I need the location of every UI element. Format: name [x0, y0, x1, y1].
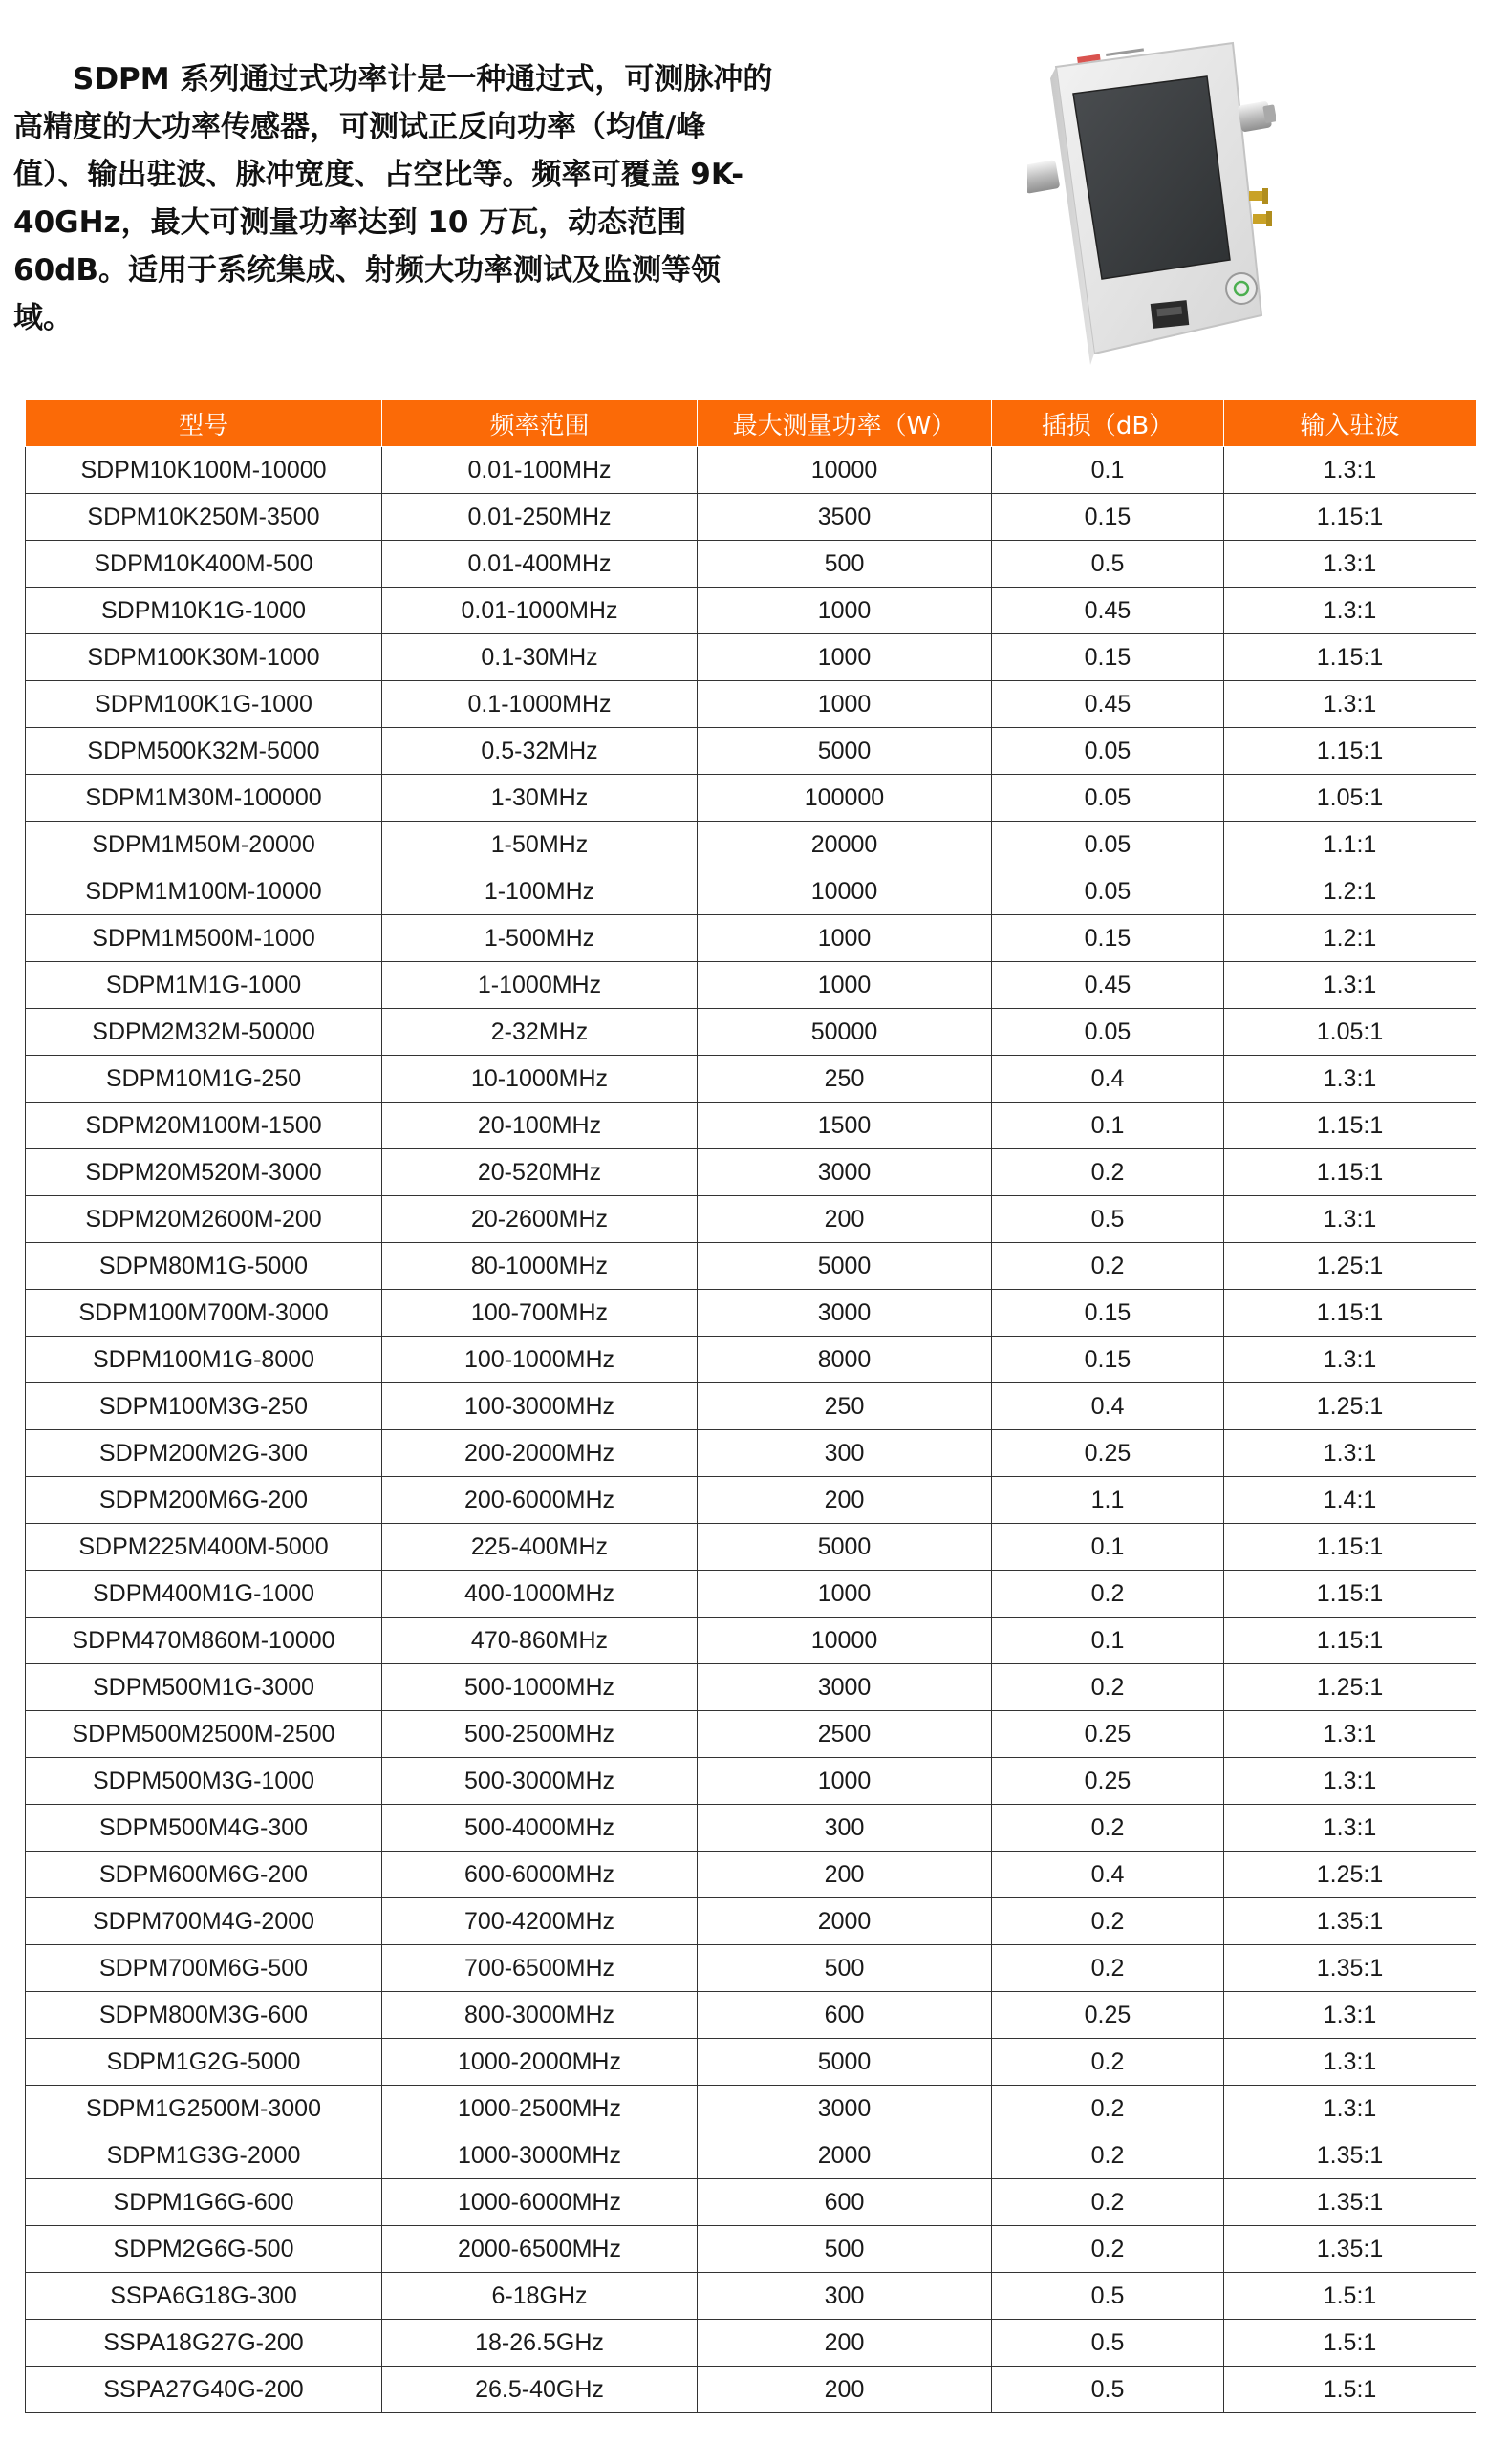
cell-insertion-loss: 0.05 — [992, 1009, 1224, 1056]
cell-input-vswr: 1.1:1 — [1224, 822, 1476, 868]
cell-frequency-range: 200-2000MHz — [382, 1430, 698, 1477]
cell-frequency-range: 10-1000MHz — [382, 1056, 698, 1103]
table-row — [26, 2039, 1476, 2086]
cell-model: SDPM1G2500M-3000 — [26, 2086, 382, 2132]
cell-input-vswr: 1.3:1 — [1224, 541, 1476, 588]
cell-insertion-loss: 0.2 — [992, 2179, 1224, 2226]
cell-frequency-range: 26.5-40GHz — [382, 2367, 698, 2413]
table-row — [26, 1898, 1476, 1945]
cell-max-power: 1000 — [698, 634, 992, 681]
table-row — [26, 1992, 1476, 2039]
cell-input-vswr: 1.35:1 — [1224, 2179, 1476, 2226]
cell-insertion-loss: 0.1 — [992, 447, 1224, 494]
cell-input-vswr: 1.15:1 — [1224, 1290, 1476, 1337]
cell-insertion-loss: 0.15 — [992, 494, 1224, 541]
device-screen — [1073, 76, 1230, 279]
cell-frequency-range: 0.01-1000MHz — [382, 588, 698, 634]
cell-max-power: 1000 — [698, 1758, 992, 1805]
table-row — [26, 1945, 1476, 1992]
cell-insertion-loss: 0.05 — [992, 775, 1224, 822]
cell-model: SDPM800M3G-600 — [26, 1992, 382, 2039]
cell-max-power: 10000 — [698, 1618, 992, 1664]
cell-max-power: 200 — [698, 1477, 992, 1524]
cell-insertion-loss: 0.05 — [992, 868, 1224, 915]
cell-model: SDPM10M1G-250 — [26, 1056, 382, 1103]
cell-insertion-loss: 0.25 — [992, 1430, 1224, 1477]
cell-insertion-loss: 0.15 — [992, 915, 1224, 962]
cell-input-vswr: 1.5:1 — [1224, 2367, 1476, 2413]
cell-insertion-loss: 0.2 — [992, 2086, 1224, 2132]
table-row — [26, 2179, 1476, 2226]
cell-insertion-loss: 0.4 — [992, 1383, 1224, 1430]
cell-max-power: 300 — [698, 1805, 992, 1852]
cell-insertion-loss: 0.2 — [992, 1664, 1224, 1711]
cell-frequency-range: 500-4000MHz — [382, 1805, 698, 1852]
cell-frequency-range: 400-1000MHz — [382, 1571, 698, 1618]
cell-model: SDPM1G3G-2000 — [26, 2132, 382, 2179]
cell-insertion-loss: 0.2 — [992, 2132, 1224, 2179]
header-model: 型号 — [26, 400, 382, 447]
table-row — [26, 1337, 1476, 1383]
cell-insertion-loss: 0.5 — [992, 1196, 1224, 1243]
cell-model: SDPM20M2600M-200 — [26, 1196, 382, 1243]
cell-input-vswr: 1.15:1 — [1224, 728, 1476, 775]
table-row — [26, 1243, 1476, 1290]
cell-input-vswr: 1.25:1 — [1224, 1383, 1476, 1430]
cell-insertion-loss: 0.25 — [992, 1758, 1224, 1805]
cell-max-power: 3500 — [698, 494, 992, 541]
cell-frequency-range: 0.1-1000MHz — [382, 681, 698, 728]
cell-max-power: 5000 — [698, 728, 992, 775]
cell-max-power: 3000 — [698, 1664, 992, 1711]
cell-model: SDPM100K1G-1000 — [26, 681, 382, 728]
cell-model: SDPM100M1G-8000 — [26, 1337, 382, 1383]
cell-insertion-loss: 0.2 — [992, 1805, 1224, 1852]
table-row — [26, 494, 1476, 541]
cell-max-power: 1000 — [698, 681, 992, 728]
cell-max-power: 500 — [698, 2226, 992, 2273]
cell-frequency-range: 1000-2000MHz — [382, 2039, 698, 2086]
cell-input-vswr: 1.3:1 — [1224, 1758, 1476, 1805]
power-meter-device-icon — [1027, 38, 1276, 373]
cell-insertion-loss: 0.5 — [992, 541, 1224, 588]
cell-input-vswr: 1.35:1 — [1224, 2132, 1476, 2179]
cell-model: SDPM500M4G-300 — [26, 1805, 382, 1852]
cell-frequency-range: 80-1000MHz — [382, 1243, 698, 1290]
cell-insertion-loss: 0.15 — [992, 1337, 1224, 1383]
cell-frequency-range: 18-26.5GHz — [382, 2320, 698, 2367]
cell-input-vswr: 1.25:1 — [1224, 1664, 1476, 1711]
cell-insertion-loss: 0.05 — [992, 822, 1224, 868]
cell-max-power: 100000 — [698, 775, 992, 822]
cell-insertion-loss: 0.25 — [992, 1711, 1224, 1758]
cell-insertion-loss: 0.45 — [992, 681, 1224, 728]
intro-text: SDPM 系列通过式功率计是一种通过式，可测脉冲的高精度的大功率传感器，可测试正反向功率（均值/峰值）、输出驻波、脉冲宽度、占空比等。频率可覆盖 9K-40GHz，最大可测量功率达到 10 万瓦，动态范围 60dB。适用于系统集成、射频大功率测试及监测等领域。 — [13, 62, 773, 335]
cell-model: SDPM500M2500M-2500 — [26, 1711, 382, 1758]
sma-connector-icon — [1249, 188, 1272, 226]
cell-max-power: 1000 — [698, 588, 992, 634]
cell-input-vswr: 1.3:1 — [1224, 1805, 1476, 1852]
cell-model: SDPM700M6G-500 — [26, 1945, 382, 1992]
table-row — [26, 2226, 1476, 2273]
cell-input-vswr: 1.15:1 — [1224, 1524, 1476, 1571]
cell-input-vswr: 1.3:1 — [1224, 1337, 1476, 1383]
cell-frequency-range: 700-4200MHz — [382, 1898, 698, 1945]
table-row — [26, 1852, 1476, 1898]
header-max-power: 最大测量功率（W） — [698, 400, 992, 447]
cell-max-power: 600 — [698, 2179, 992, 2226]
cell-max-power: 3000 — [698, 1290, 992, 1337]
cell-input-vswr: 1.05:1 — [1224, 1009, 1476, 1056]
cell-max-power: 250 — [698, 1056, 992, 1103]
table-row — [26, 1103, 1476, 1149]
cell-model: SDPM700M4G-2000 — [26, 1898, 382, 1945]
cell-frequency-range: 225-400MHz — [382, 1524, 698, 1571]
cell-insertion-loss: 0.05 — [992, 728, 1224, 775]
cell-frequency-range: 1-50MHz — [382, 822, 698, 868]
cell-insertion-loss: 0.1 — [992, 1103, 1224, 1149]
cell-frequency-range: 1000-6000MHz — [382, 2179, 698, 2226]
cell-insertion-loss: 0.1 — [992, 1618, 1224, 1664]
cell-input-vswr: 1.3:1 — [1224, 1196, 1476, 1243]
table-row — [26, 1383, 1476, 1430]
cell-frequency-range: 0.1-30MHz — [382, 634, 698, 681]
cell-insertion-loss: 0.2 — [992, 1945, 1224, 1992]
cell-max-power: 250 — [698, 1383, 992, 1430]
cell-model: SDPM1M1G-1000 — [26, 962, 382, 1009]
header-frequency-range: 频率范围 — [382, 400, 698, 447]
cell-insertion-loss: 0.2 — [992, 1571, 1224, 1618]
table-row — [26, 1430, 1476, 1477]
cell-input-vswr: 1.35:1 — [1224, 2226, 1476, 2273]
cell-frequency-range: 20-2600MHz — [382, 1196, 698, 1243]
cell-insertion-loss: 0.45 — [992, 588, 1224, 634]
cell-frequency-range: 0.01-100MHz — [382, 447, 698, 494]
cell-model: SSPA18G27G-200 — [26, 2320, 382, 2367]
cell-insertion-loss: 0.1 — [992, 1524, 1224, 1571]
table-row — [26, 915, 1476, 962]
cell-frequency-range: 1-30MHz — [382, 775, 698, 822]
cell-insertion-loss: 0.4 — [992, 1852, 1224, 1898]
cell-model: SDPM200M2G-300 — [26, 1430, 382, 1477]
cell-input-vswr: 1.3:1 — [1224, 1430, 1476, 1477]
cell-max-power: 3000 — [698, 2086, 992, 2132]
cell-max-power: 500 — [698, 541, 992, 588]
cell-insertion-loss: 0.2 — [992, 2226, 1224, 2273]
cell-insertion-loss: 0.5 — [992, 2320, 1224, 2367]
cell-max-power: 10000 — [698, 868, 992, 915]
cell-max-power: 5000 — [698, 1524, 992, 1571]
cell-input-vswr: 1.3:1 — [1224, 1992, 1476, 2039]
power-button-icon — [1226, 273, 1257, 304]
cell-frequency-range: 0.5-32MHz — [382, 728, 698, 775]
table-row — [26, 2086, 1476, 2132]
cell-max-power: 1000 — [698, 915, 992, 962]
cell-input-vswr: 1.15:1 — [1224, 1149, 1476, 1196]
cell-model: SDPM400M1G-1000 — [26, 1571, 382, 1618]
cell-frequency-range: 2000-6500MHz — [382, 2226, 698, 2273]
table-row — [26, 2132, 1476, 2179]
cell-insertion-loss: 0.2 — [992, 1243, 1224, 1290]
cell-frequency-range: 470-860MHz — [382, 1618, 698, 1664]
cell-input-vswr: 1.15:1 — [1224, 1103, 1476, 1149]
cell-max-power: 2000 — [698, 1898, 992, 1945]
cell-frequency-range: 20-100MHz — [382, 1103, 698, 1149]
cell-model: SDPM500K32M-5000 — [26, 728, 382, 775]
cell-input-vswr: 1.05:1 — [1224, 775, 1476, 822]
cell-model: SDPM1G6G-600 — [26, 2179, 382, 2226]
cell-max-power: 10000 — [698, 447, 992, 494]
table-row — [26, 681, 1476, 728]
cell-max-power: 200 — [698, 2320, 992, 2367]
cell-max-power: 5000 — [698, 1243, 992, 1290]
cell-model: SDPM20M100M-1500 — [26, 1103, 382, 1149]
cell-max-power: 50000 — [698, 1009, 992, 1056]
cell-model: SDPM10K400M-500 — [26, 541, 382, 588]
cell-frequency-range: 6-18GHz — [382, 2273, 698, 2320]
cell-model: SDPM10K100M-10000 — [26, 447, 382, 494]
cell-max-power: 20000 — [698, 822, 992, 868]
cell-max-power: 200 — [698, 1196, 992, 1243]
cell-model: SDPM2M32M-50000 — [26, 1009, 382, 1056]
cell-max-power: 5000 — [698, 2039, 992, 2086]
cell-insertion-loss: 0.15 — [992, 1290, 1224, 1337]
cell-input-vswr: 1.15:1 — [1224, 494, 1476, 541]
table-row — [26, 1290, 1476, 1337]
cell-max-power: 1500 — [698, 1103, 992, 1149]
cell-frequency-range: 600-6000MHz — [382, 1852, 698, 1898]
cell-max-power: 300 — [698, 2273, 992, 2320]
header-insertion-loss: 插损（dB） — [992, 400, 1224, 447]
cell-model: SDPM10K250M-3500 — [26, 494, 382, 541]
cell-model: SDPM1M30M-100000 — [26, 775, 382, 822]
cell-frequency-range: 1000-3000MHz — [382, 2132, 698, 2179]
cell-max-power: 2000 — [698, 2132, 992, 2179]
cell-frequency-range: 800-3000MHz — [382, 1992, 698, 2039]
cell-input-vswr: 1.3:1 — [1224, 2039, 1476, 2086]
cell-input-vswr: 1.3:1 — [1224, 962, 1476, 1009]
cell-input-vswr: 1.25:1 — [1224, 1243, 1476, 1290]
cell-model: SDPM600M6G-200 — [26, 1852, 382, 1898]
cell-insertion-loss: 1.1 — [992, 1477, 1224, 1524]
cell-max-power: 200 — [698, 1852, 992, 1898]
cell-input-vswr: 1.3:1 — [1224, 681, 1476, 728]
table-row — [26, 2273, 1476, 2320]
cell-model: SDPM200M6G-200 — [26, 1477, 382, 1524]
table-row — [26, 775, 1476, 822]
table-row — [26, 541, 1476, 588]
table-row — [26, 2320, 1476, 2367]
table-row — [26, 728, 1476, 775]
table-row — [26, 447, 1476, 494]
table-row — [26, 1571, 1476, 1618]
table-row — [26, 1056, 1476, 1103]
table-row — [26, 634, 1476, 681]
cell-input-vswr: 1.3:1 — [1224, 1056, 1476, 1103]
table-row — [26, 2367, 1476, 2413]
cell-input-vswr: 1.15:1 — [1224, 1618, 1476, 1664]
cell-insertion-loss: 0.15 — [992, 634, 1224, 681]
cell-frequency-range: 2-32MHz — [382, 1009, 698, 1056]
cell-max-power: 600 — [698, 1992, 992, 2039]
cell-max-power: 8000 — [698, 1337, 992, 1383]
cell-max-power: 500 — [698, 1945, 992, 1992]
cell-input-vswr: 1.5:1 — [1224, 2320, 1476, 2367]
table-row — [26, 1664, 1476, 1711]
cell-frequency-range: 0.01-250MHz — [382, 494, 698, 541]
cell-model: SDPM1G2G-5000 — [26, 2039, 382, 2086]
cell-model: SDPM500M3G-1000 — [26, 1758, 382, 1805]
cell-frequency-range: 100-1000MHz — [382, 1337, 698, 1383]
table-row — [26, 1009, 1476, 1056]
spec-table — [25, 399, 1476, 2413]
cell-model: SDPM20M520M-3000 — [26, 1149, 382, 1196]
cell-frequency-range: 500-2500MHz — [382, 1711, 698, 1758]
rf-in-connector-icon — [1027, 160, 1060, 194]
cell-input-vswr: 1.4:1 — [1224, 1477, 1476, 1524]
cell-input-vswr: 1.2:1 — [1224, 868, 1476, 915]
cell-max-power: 200 — [698, 2367, 992, 2413]
cell-frequency-range: 20-520MHz — [382, 1149, 698, 1196]
cell-insertion-loss: 0.25 — [992, 1992, 1224, 2039]
cell-model: SDPM100M700M-3000 — [26, 1290, 382, 1337]
cell-input-vswr: 1.3:1 — [1224, 588, 1476, 634]
cell-max-power: 1000 — [698, 962, 992, 1009]
cell-model: SDPM100M3G-250 — [26, 1383, 382, 1430]
table-row — [26, 1524, 1476, 1571]
cell-frequency-range: 500-1000MHz — [382, 1664, 698, 1711]
cell-max-power: 1000 — [698, 1571, 992, 1618]
header-input-vswr: 输入驻波 — [1224, 400, 1476, 447]
cell-input-vswr: 1.35:1 — [1224, 1945, 1476, 1992]
cell-max-power: 2500 — [698, 1711, 992, 1758]
table-row — [26, 1149, 1476, 1196]
table-row — [26, 1711, 1476, 1758]
cell-insertion-loss: 0.2 — [992, 2039, 1224, 2086]
cell-insertion-loss: 0.4 — [992, 1056, 1224, 1103]
cell-model: SDPM10K1G-1000 — [26, 588, 382, 634]
cell-input-vswr: 1.25:1 — [1224, 1852, 1476, 1898]
cell-input-vswr: 1.15:1 — [1224, 1571, 1476, 1618]
table-row — [26, 1618, 1476, 1664]
cell-insertion-loss: 0.2 — [992, 1149, 1224, 1196]
cell-insertion-loss: 0.2 — [992, 1898, 1224, 1945]
cell-frequency-range: 200-6000MHz — [382, 1477, 698, 1524]
cell-input-vswr: 1.3:1 — [1224, 2086, 1476, 2132]
cell-frequency-range: 700-6500MHz — [382, 1945, 698, 1992]
table-row — [26, 1477, 1476, 1524]
cell-model: SDPM80M1G-5000 — [26, 1243, 382, 1290]
cell-frequency-range: 1-100MHz — [382, 868, 698, 915]
cell-input-vswr: 1.35:1 — [1224, 1898, 1476, 1945]
cell-model: SDPM500M1G-3000 — [26, 1664, 382, 1711]
table-body — [26, 447, 1476, 2413]
table-row — [26, 1196, 1476, 1243]
cell-frequency-range: 100-3000MHz — [382, 1383, 698, 1430]
cell-insertion-loss: 0.5 — [992, 2367, 1224, 2413]
cell-frequency-range: 100-700MHz — [382, 1290, 698, 1337]
cell-input-vswr: 1.2:1 — [1224, 915, 1476, 962]
rf-out-connector-icon — [1238, 100, 1276, 132]
cell-model: SDPM100K30M-1000 — [26, 634, 382, 681]
cell-max-power: 3000 — [698, 1149, 992, 1196]
ethernet-port-icon — [1151, 300, 1190, 329]
table-row — [26, 962, 1476, 1009]
cell-model: SDPM1M50M-20000 — [26, 822, 382, 868]
cell-input-vswr: 1.5:1 — [1224, 2273, 1476, 2320]
table-row — [26, 868, 1476, 915]
table-row — [26, 588, 1476, 634]
table-row — [26, 822, 1476, 868]
cell-frequency-range: 1000-2500MHz — [382, 2086, 698, 2132]
cell-model: SDPM2G6G-500 — [26, 2226, 382, 2273]
table-row — [26, 1758, 1476, 1805]
cell-frequency-range: 0.01-400MHz — [382, 541, 698, 588]
cell-frequency-range: 500-3000MHz — [382, 1758, 698, 1805]
cell-insertion-loss: 0.5 — [992, 2273, 1224, 2320]
cell-frequency-range: 1-500MHz — [382, 915, 698, 962]
cell-model: SDPM1M500M-1000 — [26, 915, 382, 962]
cell-model: SDPM470M860M-10000 — [26, 1618, 382, 1664]
cell-frequency-range: 1-1000MHz — [382, 962, 698, 1009]
intro-paragraph — [13, 55, 778, 342]
table-header-row — [26, 400, 1476, 447]
cell-insertion-loss: 0.45 — [992, 962, 1224, 1009]
cell-max-power: 300 — [698, 1430, 992, 1477]
cell-model: SDPM225M400M-5000 — [26, 1524, 382, 1571]
cell-input-vswr: 1.3:1 — [1224, 447, 1476, 494]
cell-input-vswr: 1.3:1 — [1224, 1711, 1476, 1758]
cell-input-vswr: 1.15:1 — [1224, 634, 1476, 681]
cell-model: SSPA27G40G-200 — [26, 2367, 382, 2413]
cell-model: SDPM1M100M-10000 — [26, 868, 382, 915]
table-row — [26, 1805, 1476, 1852]
cell-model: SSPA6G18G-300 — [26, 2273, 382, 2320]
